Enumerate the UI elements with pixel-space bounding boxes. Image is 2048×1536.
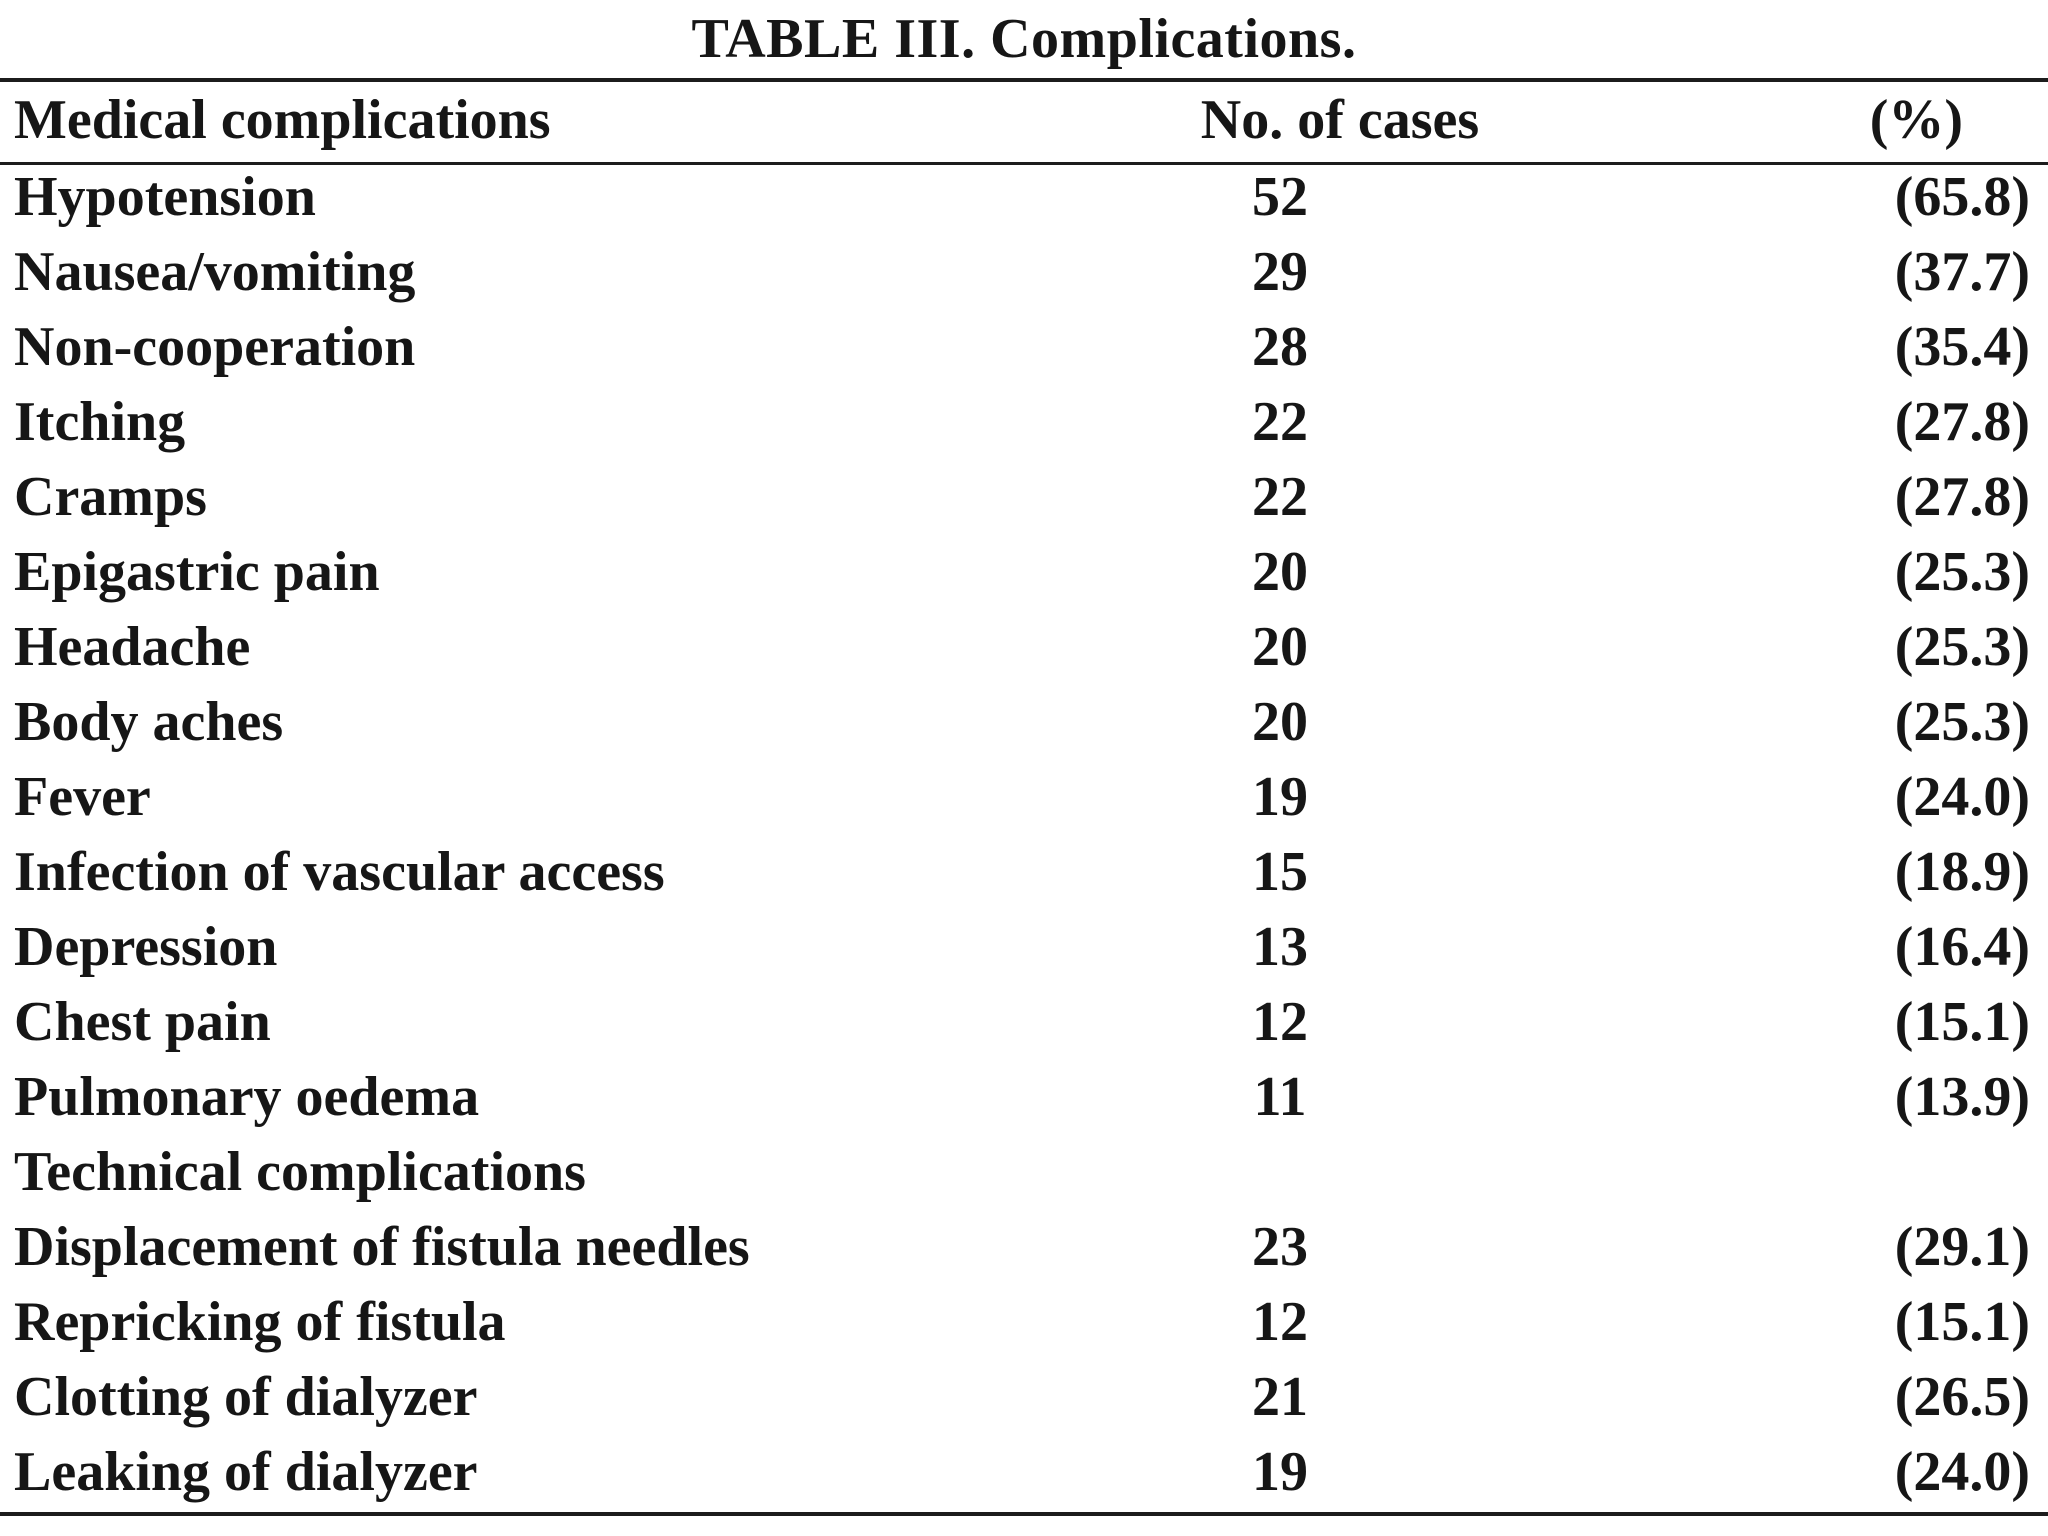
section-heading-technical-complications: Technical complications (14, 1141, 586, 1203)
row-percent: (27.8) (1894, 391, 2030, 453)
row-percent: (65.8) (1894, 166, 2030, 228)
table-row (0, 760, 2048, 835)
row-label: Body aches (14, 691, 284, 753)
row-cases: 13 (1252, 916, 1308, 978)
row-cases: 22 (1252, 391, 1308, 453)
row-percent: (26.5) (1894, 1366, 2030, 1428)
table-row (0, 310, 2048, 385)
row-cases: 19 (1252, 766, 1308, 828)
table-row (0, 1210, 2048, 1285)
row-cases: 23 (1252, 1216, 1308, 1278)
row-percent: (35.4) (1894, 316, 2030, 378)
row-percent: (15.1) (1894, 1291, 2030, 1353)
row-percent: (16.4) (1894, 916, 2030, 978)
row-percent: (25.3) (1894, 616, 2030, 678)
table-row (0, 235, 2048, 310)
row-cases: 12 (1252, 1291, 1308, 1353)
table-row (0, 835, 2048, 910)
table-row (0, 460, 2048, 535)
table-row (0, 385, 2048, 460)
row-percent: (25.3) (1894, 691, 2030, 753)
table-row (0, 685, 2048, 760)
table-row (0, 535, 2048, 610)
header-percent: (%) (1869, 89, 1963, 151)
table-header-row (0, 80, 2048, 160)
bottom-rule (0, 1512, 2048, 1516)
row-cases (1160, 1135, 1400, 1210)
row-label: Non-cooperation (14, 316, 416, 378)
row-label: Repricking of fistula (14, 1291, 506, 1353)
row-cases: 20 (1252, 691, 1308, 753)
table-row (0, 985, 2048, 1060)
header-no-of-cases: No. of cases (1200, 89, 1480, 151)
header-medical-complications: Medical complications (14, 89, 551, 151)
row-label: Fever (14, 766, 151, 828)
table-row (0, 160, 2048, 235)
row-label: Hypotension (14, 166, 316, 228)
table-row (0, 1060, 2048, 1135)
row-percent: (15.1) (1894, 991, 2030, 1053)
row-cases: 19 (1252, 1441, 1308, 1503)
row-cases: 21 (1252, 1366, 1308, 1428)
table-title: TABLE III. Complications. (691, 8, 1357, 70)
row-percent: (24.0) (1894, 766, 2030, 828)
table-row (0, 910, 2048, 985)
row-percent: (18.9) (1894, 841, 2030, 903)
row-cases: 29 (1252, 241, 1308, 303)
row-percent: (27.8) (1894, 466, 2030, 528)
row-cases: 20 (1252, 616, 1308, 678)
table-row (0, 1285, 2048, 1360)
section-heading-row (0, 1135, 2048, 1210)
row-label: Depression (14, 916, 278, 978)
row-cases: 12 (1252, 991, 1308, 1053)
row-percent: (37.7) (1894, 241, 2030, 303)
row-label: Cramps (14, 466, 207, 528)
table-row (0, 610, 2048, 685)
row-cases: 20 (1252, 541, 1308, 603)
row-label: Epigastric pain (14, 541, 380, 603)
row-label: Infection of vascular access (14, 841, 665, 903)
row-label: Pulmonary oedema (14, 1066, 480, 1128)
row-percent: (13.9) (1894, 1066, 2030, 1128)
row-label: Itching (14, 391, 186, 453)
table-row (0, 1435, 2048, 1510)
row-percent: (29.1) (1894, 1216, 2030, 1278)
row-cases: 11 (1253, 1066, 1307, 1128)
row-percent: (25.3) (1894, 541, 2030, 603)
table-row (0, 1360, 2048, 1435)
row-label: Headache (14, 616, 251, 678)
row-label: Nausea/vomiting (14, 241, 416, 303)
row-label: Leaking of dialyzer (14, 1441, 478, 1503)
row-cases: 22 (1252, 466, 1308, 528)
row-cases: 15 (1252, 841, 1308, 903)
row-cases: 52 (1252, 166, 1308, 228)
row-label: Displacement of fistula needles (14, 1216, 750, 1278)
row-label: Chest pain (14, 991, 271, 1053)
row-percent: (24.0) (1894, 1441, 2030, 1503)
row-cases: 28 (1252, 316, 1308, 378)
row-label: Clotting of dialyzer (14, 1366, 478, 1428)
